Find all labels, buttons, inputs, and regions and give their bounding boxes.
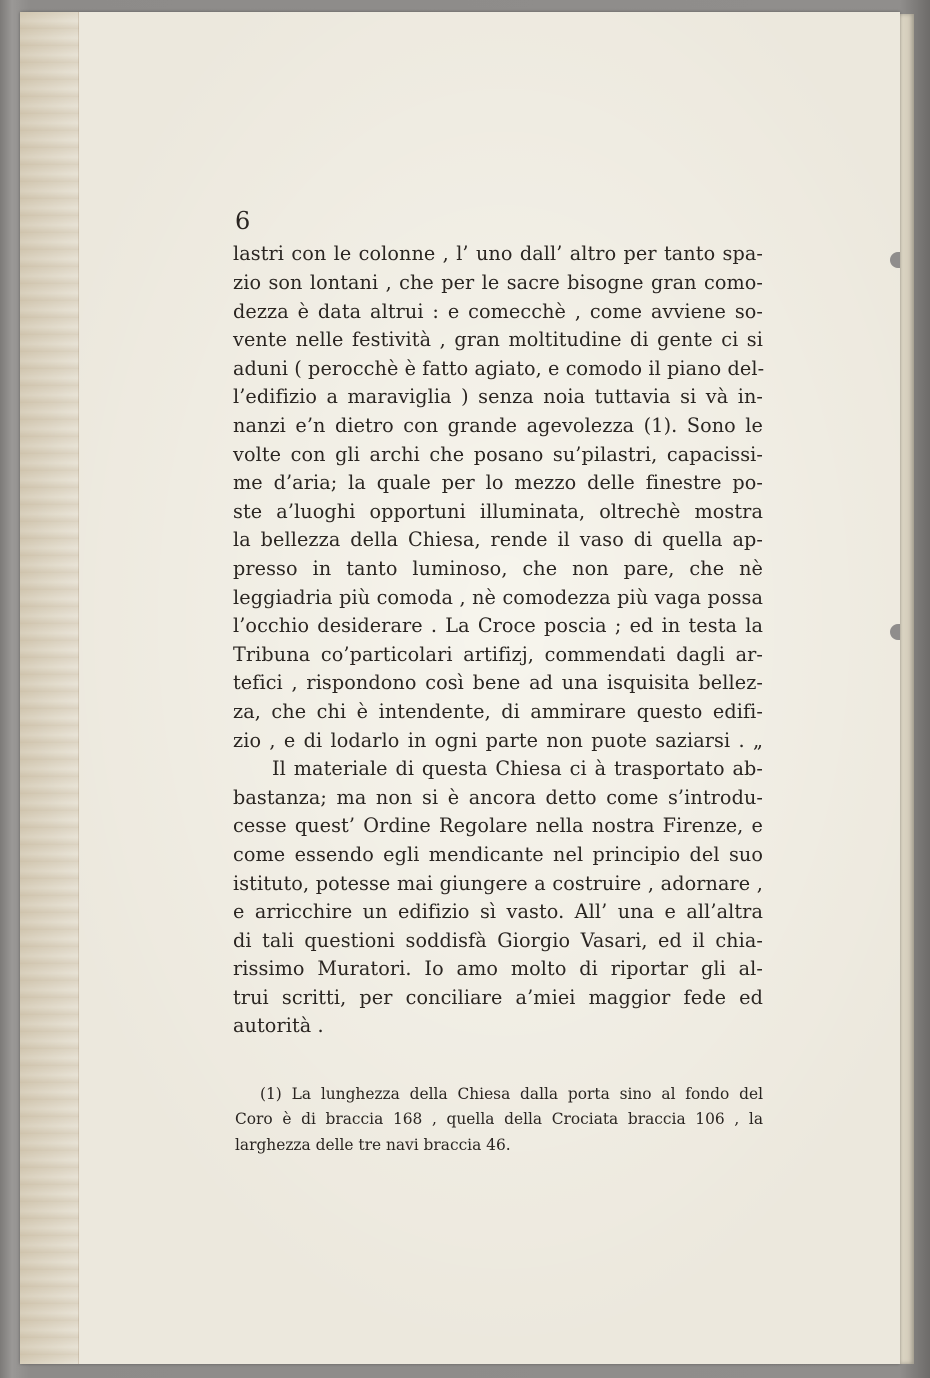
text-line: la bellezza della Chiesa, rende il vaso di quella ap- — [233, 528, 763, 551]
text-line: e arricchire un edifizio sì vasto. All’ una e all’altra — [233, 900, 763, 923]
text-line: zio , e di lodarlo in ogni parte non puote saziarsi . „ — [233, 729, 763, 752]
text-line: lastri con le colonne , l’ uno dall’ altro per tanto spa- — [233, 242, 763, 265]
text-line: ste a’luoghi opportuni illuminata, oltrechè mostra — [233, 500, 763, 523]
deckle-edge — [20, 12, 79, 1364]
text-line: volte con gli archi che posano su’pilastri, capacissi- — [233, 443, 763, 466]
text-line: rissimo Muratori. Io amo molto di riportar gli al- — [233, 957, 763, 980]
text-line: vente nelle festività , gran moltitudine di gente ci si — [233, 328, 763, 351]
footnote-line: larghezza delle tre navi braccia 46. — [235, 1136, 511, 1154]
text-line: me d’aria; la quale per lo mezzo delle finestre po- — [233, 471, 763, 494]
text-line: nanzi e’n dietro con grande agevolezza (1). Sono le — [233, 414, 763, 437]
text-line: Tribuna co’particolari artifizj, commendati dagli ar- — [233, 643, 763, 666]
text-line: aduni ( perocchè è fatto agiato, e comodo il piano del- — [233, 357, 765, 380]
page-number: 6 — [235, 207, 251, 235]
text-line: di tali questioni soddisfà Giorgio Vasari, ed il chia- — [233, 929, 763, 952]
text-line: autorità . — [233, 1014, 324, 1037]
text-line: l’edifizio a maraviglia ) senza noia tuttavia si và in- — [233, 385, 763, 408]
text-line: istituto, potesse mai giungere a costruire , adornare , — [233, 872, 763, 895]
text-line: leggiadria più comoda , nè comodezza più vaga possa — [233, 586, 763, 609]
text-line: zio son lontani , che per le sacre bisogne gran como- — [233, 271, 763, 294]
page-damage — [890, 624, 900, 640]
text-line: Il materiale di questa Chiesa ci à trasportato ab- — [272, 757, 763, 780]
footnote-line: Coro è di braccia 168 , quella della Crociata braccia 106 , la — [235, 1110, 763, 1128]
footnote-line: (1) La lunghezza della Chiesa dalla porta sino al fondo del — [260, 1085, 763, 1103]
page-damage — [890, 252, 900, 268]
text-line: trui scritti, per conciliare a’miei maggior fede ed — [233, 986, 763, 1009]
text-line: za, che chi è intendente, di ammirare questo edifi- — [233, 700, 763, 723]
text-line: come essendo egli mendicante nel principio del suo — [233, 843, 763, 866]
text-line: bastanza; ma non si è ancora detto come s’introdu- — [233, 786, 763, 809]
text-line: dezza è data altrui : e comecchè , come avviene so- — [233, 300, 763, 323]
text-line: presso in tanto luminoso, che non pare, che nè — [233, 557, 763, 580]
text-line: cesse quest’ Ordine Regolare nella nostra Firenze, e — [233, 814, 763, 837]
text-line: l’occhio desiderare . La Croce poscia ; ed in testa la — [233, 614, 763, 637]
text-line: tefici , rispondono così bene ad una isquisita bellez- — [233, 671, 763, 694]
